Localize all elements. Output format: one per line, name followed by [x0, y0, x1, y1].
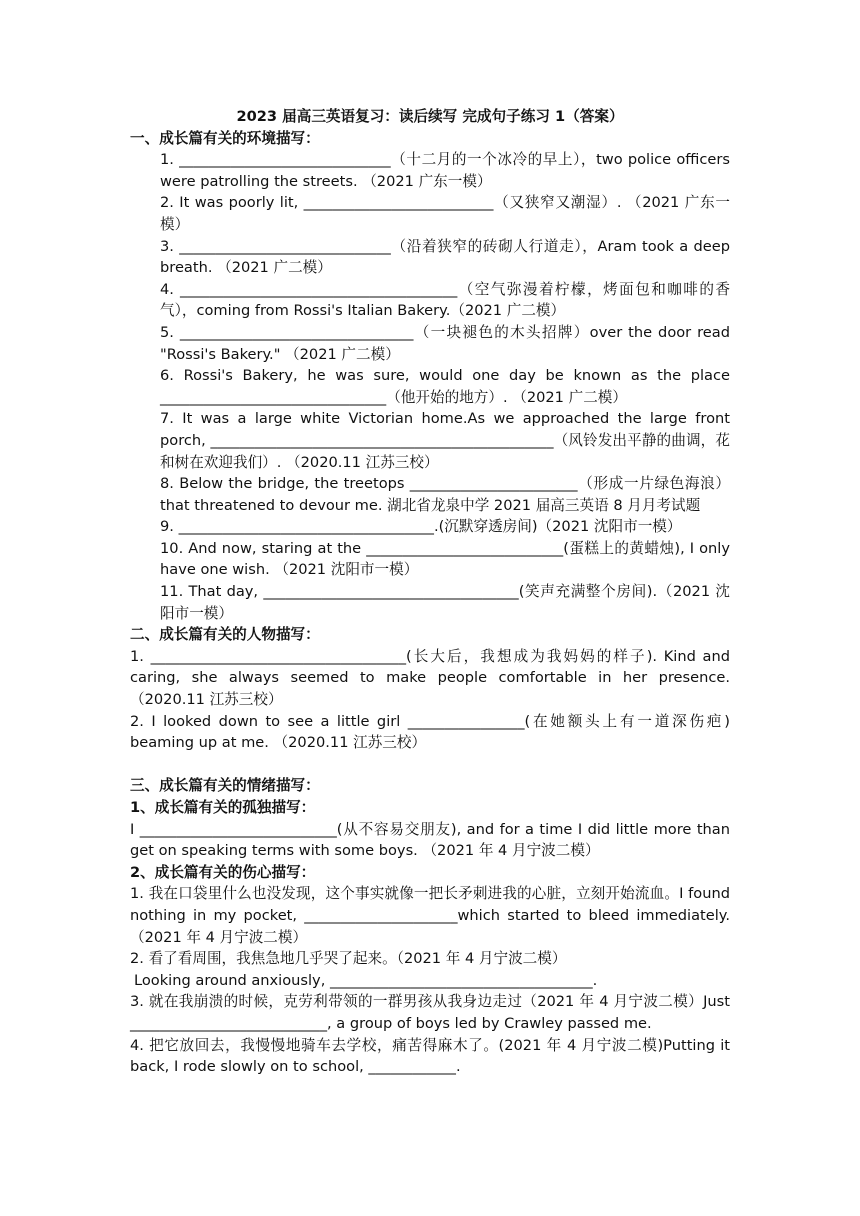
exercise-item: 10. And now, staring at the ___________________________(蛋糕上的黄蜡烛), I only have one wish. （2021 沈阳市一模） [160, 539, 730, 579]
document-page [130, 106, 730, 1078]
paragraph-spacer [130, 754, 730, 776]
subsection-heading-loneliness: 1、成长篇有关的孤独描写： [130, 799, 316, 816]
exercise-item: 4. ______________________________________（空气弥漫着柠檬，烤面包和咖啡的香气），coming from Rossi's Italian Bakery.（2021 广二模） [160, 280, 730, 320]
exercise-item: 7. It was a large white Victorian home.As we approached the large front porch, _______________________________________________（风铃发出平静的曲调，花和树在欢迎我们）. （2020.11 江苏三校） [160, 410, 730, 471]
exercise-item: Looking around anxiously, ____________________________________. [134, 971, 598, 989]
section-heading-character: 二、成长篇有关的人物描写： [130, 626, 320, 644]
document-title: 2023 届高三英语复习：读后续写 完成句子练习 1（答案） [236, 108, 624, 125]
section-heading-environment: 一、成长篇有关的环境描写： [130, 129, 320, 147]
exercise-item: 2. 看了看周围，我焦急地几乎哭了起来。（2021 年 4 月宁波二模） [130, 950, 567, 968]
exercise-item: 1. _____________________________（十二月的一个冰冷的早上），two police officers were patrolling the streets. （2021 广东一模） [160, 151, 730, 190]
section-environment-items [130, 149, 730, 624]
section-heading-emotion: 三、成长篇有关的情绪描写： [130, 777, 320, 795]
exercise-item: 2. It was poorly lit, __________________________（又狭窄又潮湿）. （2021 广东一模） [160, 194, 730, 233]
exercise-item: 8. Below the bridge, the treetops _______________________（形成一片绿色海浪） that threatened to devour me. 湖北省龙泉中学 2021 届高三英语 8 月月考试题 [160, 475, 730, 514]
exercise-item: 2. I looked down to see a little girl ________________(在她额头上有一道深伤疤) beaming up at me. （2020.11 江苏三校） [130, 712, 730, 752]
exercise-item: 3. 就在我崩溃的时候，克劳利带领的一群男孩从我身边走过（2021 年 4 月宁波二模）Just ___________________________, a group of boys led by Crawley passed me. [130, 993, 730, 1032]
exercise-item: 11. That day, ___________________________________(笑声充满整个房间).（2021 沈阳市一模） [160, 583, 730, 622]
exercise-item: 9. ___________________________________.(沉默穿透房间)（2021 沈阳市一模） [160, 518, 682, 536]
subsection-heading-sadness: 2、成长篇有关的伤心描写： [130, 863, 316, 881]
exercise-item: 1. 我在口袋里什么也没发现，这个事实就像一把长矛刺进我的心脏，立刻开始流血。I found nothing in my pocket, _____________________which started to bleed immediately. （2021 年 4 月宁波二模） [130, 885, 730, 946]
exercise-item: 6. Rossi's Bakery, he was sure, would one day be known as the place _______________________________（他开始的地方）. （2021 广二模） [160, 367, 730, 406]
exercise-item: 5. ________________________________（一块褪色的木头招牌）over the door read "Rossi's Bakery." （2021 广二模） [160, 323, 730, 363]
exercise-item: I ___________________________(从不容易交朋友), and for a time I did little more than get on speaking terms with some boys. （2021 年 4 月宁波二模） [130, 820, 730, 860]
exercise-item: 4. 把它放回去，我慢慢地骑车去学校，痛苦得麻木了。(2021 年 4 月宁波二模)Putting it back, I rode slowly on to school, ____________. [130, 1036, 730, 1076]
exercise-item: 1. ___________________________________(长大后，我想成为我妈妈的样子). Kind and caring, she always seemed to make people comfortable in her presence. （2020.11 江苏三校） [130, 647, 730, 709]
exercise-item: 3. _____________________________（沿着狭窄的砖砌人行道走），Aram took a deep breath. （2021 广二模） [160, 237, 730, 277]
